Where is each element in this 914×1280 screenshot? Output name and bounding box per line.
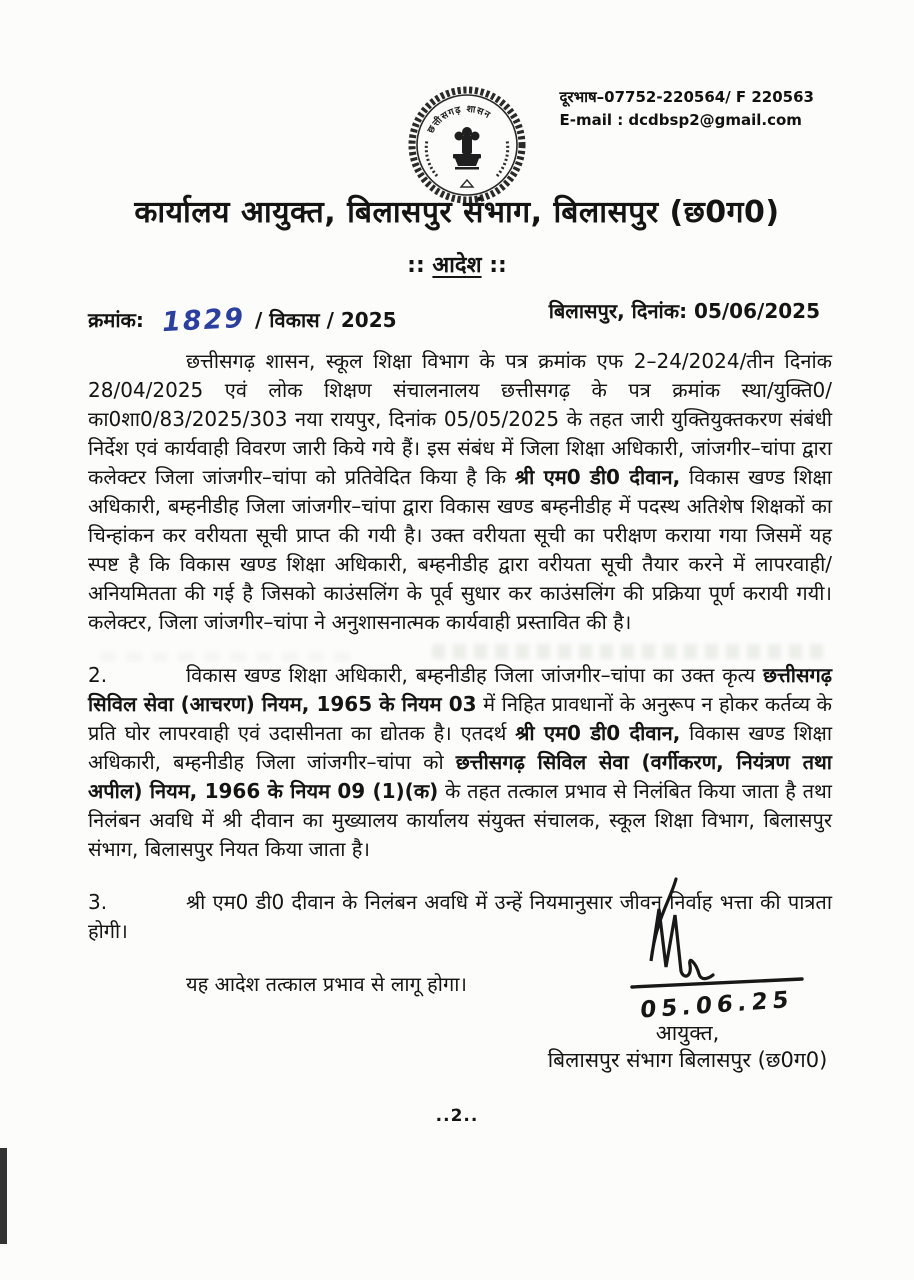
paragraph-text: विकास खण्ड शिक्षा अधिकारी, बम्हनीडीह जिला जांजगीर–चांपा को [88, 721, 832, 774]
paragraph-text: श्री एम0 डी0 दीवान, [515, 721, 681, 745]
phone-line: दूरभाष–07752-220564/ F 220563 [559, 88, 814, 106]
handwritten-date: 05.06.25 [639, 986, 795, 1024]
order-suffix: :: [481, 253, 507, 278]
signatory-designation: आयुक्त, [655, 1021, 720, 1045]
paragraph-text: श्री एम0 डी0 दीवान के निलंबन अवधि में उन्हें नियमानुसार जीवन निर्वाह भत्ता की पात्रता होगी। [88, 890, 832, 943]
reference-row [88, 299, 830, 339]
seal-arc-text: छत्तीसगढ़ शासन [425, 103, 493, 136]
contact-block [559, 86, 814, 132]
paragraph [88, 347, 832, 637]
handwritten-reference-number: 1829 [161, 302, 246, 339]
government-seal-icon [403, 84, 531, 206]
paragraph-text: विकास खण्ड शिक्षा अधिकारी, बम्हनीडीह जिला जांजगीर–चांपा का उक्त कृत्य [186, 663, 763, 687]
office-title: कार्यालय आयुक्त, बिलासपुर संभाग, बिलासपुर (छ0ग0) [134, 195, 780, 230]
page-number: ..2.. [435, 1106, 479, 1126]
ink-bleed-artifact [432, 644, 824, 659]
paragraph-text: विकास खण्ड शिक्षा अधिकारी, बम्हनीडीह जिला जांजगीर–चांपा द्वारा विकास खण्ड बम्हनीडीह में पदस्थ अतिशेष शिक्षकों का चिन्हांकन कर वरीयता सूची प्राप्त की गयी है। उक्त वरीयता सूची का परीक्षण कराया गया जिसमें यह स्पष्ट है कि विकास खण्ड शिक्षा अधिकारी, बम्हनीडीह द्वारा वरीयता सूची तैयार करने में लापरवाही/अनियमितता की गई है जिसको काउंसलिंग के पूर्व सुधार कर काउंसलिंग की प्रक्रिया पूर्ण करायी गयी। कलेक्टर, जिला जांजगीर–चांपा ने अनुशासनात्मक कार्यवाही प्रस्तावित की है। [88, 465, 832, 634]
paragraph-number: 2. [88, 663, 108, 687]
paragraph-text: छत्तीसगढ़ सिविल सेवा (वर्गीकरण, नियंत्रण तथा अपील) नियम, 1966 के नियम 09 (1)(क) [88, 750, 832, 803]
paragraph-text: के तहत तत्काल प्रभाव से निलंबित किया जाता है तथा निलंबन अवधि में श्री दीवान का मुख्यालय कार्यालय संयुक्त संचालक, स्कूल शिक्षा विभाग, बिलासपुर संभाग, बिलासपुर नियत किया जाता है। [88, 779, 832, 861]
email-line: E-mail : dcdbsp2@gmail.com [559, 111, 802, 129]
ink-bleed-artifact [100, 652, 360, 662]
reference-suffix: / विकास / 2025 [255, 308, 397, 332]
paragraph-text: श्री एम0 डी0 दीवान, [514, 465, 681, 489]
signatory-office: बिलासपुर संभाग बिलासपुर (छ0ग0) [547, 1048, 828, 1072]
order-prefix: :: [407, 253, 433, 278]
paragraph-number: 3. [88, 890, 108, 914]
paragraph-text: यह आदेश तत्काल प्रभाव से लागू होगा। [186, 972, 468, 996]
place-and-date: बिलासपुर, दिनांक: 05/06/2025 [548, 299, 820, 323]
scan-edge-artifact [0, 1148, 7, 1244]
reference-label: क्रमांक: [88, 308, 144, 332]
paragraph-text: छत्तीसगढ़ सिविल सेवा (आचरण) नियम, 1965 के नियम 03 [88, 663, 832, 716]
order-word: आदेश [432, 253, 482, 278]
order-heading [0, 249, 914, 279]
paragraph-text: में निहित प्रावधानों के अनुरूप न होकर कर्तव्य के प्रति घोर लापरवाही एवं उदासीनता का द्योतक है। एतदर्थ [88, 692, 832, 745]
paragraph [88, 661, 832, 864]
paragraph-text: छत्तीसगढ़ शासन, स्कूल शिक्षा विभाग के पत्र क्रमांक एफ 2–24/2024/तीन दिनांक 28/04/2025 एवं लोक शिक्षण संचालनालय छत्तीसगढ़ के पत्र क्रमांक स्था/युक्ति0/का0शा0/83/2025/303 नया रायपुर, दिनांक 05/05/2025 के तहत जारी युक्तियुक्तकरण संबंधी निर्देश एवं कार्यवाही विवरण जारी किये गये हैं। इस संबंध में जिला शिक्षा अधिकारी, जांजगीर–चांपा द्वारा कलेक्टर जिला जांजगीर–चांपा को प्रतिवेदित किया है कि [88, 349, 832, 489]
